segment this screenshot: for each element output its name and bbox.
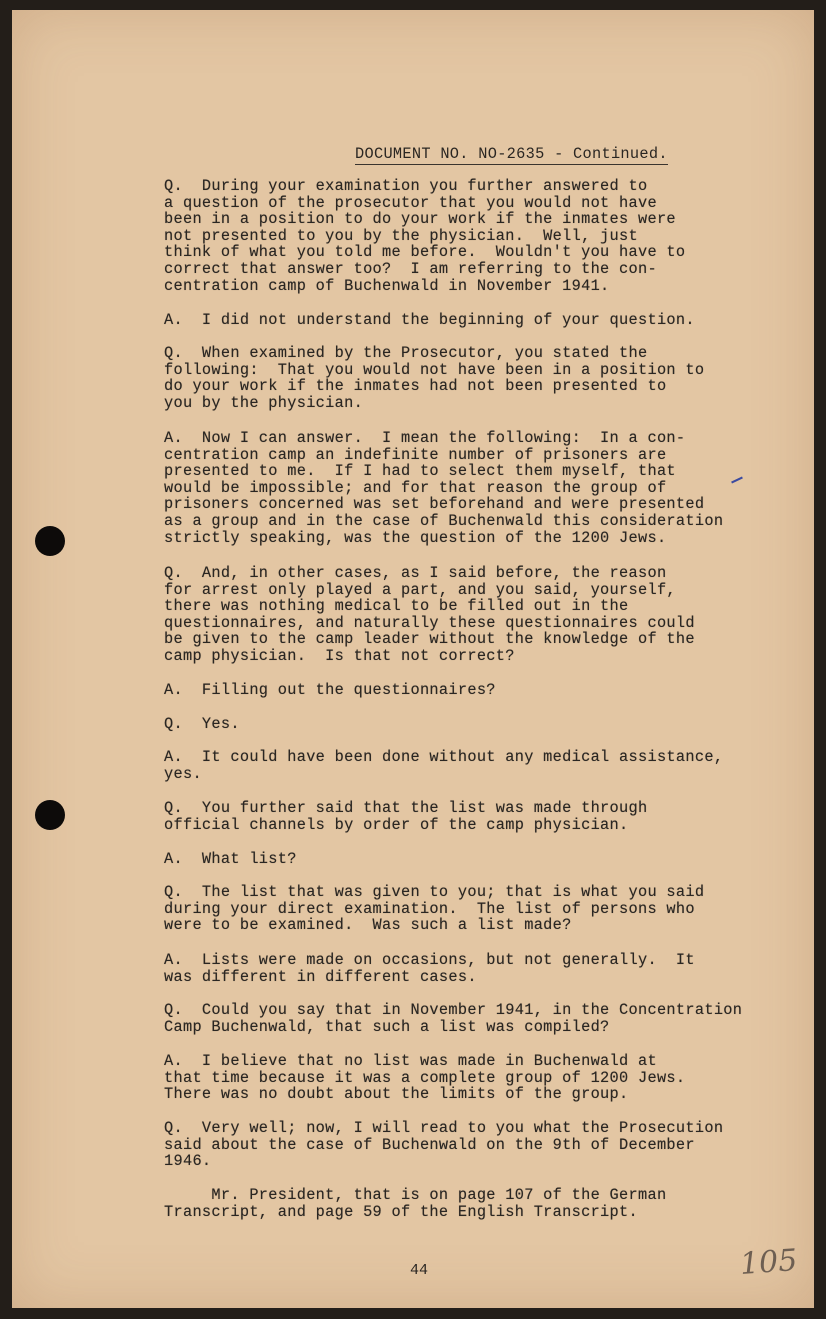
paragraph-q8: Q. Very well; now, I will read to you what the Prosecution said about the case of Buchenwald on the 9th of December 1946. (164, 1119, 724, 1171)
paragraph-q4: Q. Yes. (164, 715, 240, 733)
paragraph-a3: A. Filling out the questionnaires? (164, 681, 496, 699)
paragraph-q6: Q. The list that was given to you; that is what you said during your direct examination. The list of persons who were to be examined. Was such a list made? (164, 883, 705, 935)
paragraph-q3: Q. And, in other cases, as I said before, the reason for arrest only played a part, and you said, yourself, there was nothing medical to be filled out in the questionnaires, and naturally these questionnaires could be given to the camp leader without the knowledge of the camp physician. Is that not correct? (164, 564, 695, 665)
paragraph-a6: A. Lists were made on occasions, but not generally. It was different in different cases. (164, 951, 695, 986)
punch-hole-upper (35, 526, 65, 556)
handwritten-page-number: 105 (738, 1243, 799, 1282)
paragraph-a7: A. I believe that no list was made in Buchenwald at that time because it was a complete group of 1200 Jews. There was no doubt about the limits of the group. (164, 1052, 686, 1104)
punch-hole-lower (35, 800, 65, 830)
paragraph-q5: Q. You further said that the list was made through official channels by order of the camp physician. (164, 799, 648, 834)
paragraph-q7: Q. Could you say that in November 1941, in the Concentration Camp Buchenwald, that such a list was compiled? (164, 1001, 743, 1036)
page-number: 44 (410, 1262, 429, 1279)
document-header: DOCUMENT NO. NO-2635 - Continued. (355, 145, 668, 163)
paragraph-a5: A. What list? (164, 850, 297, 868)
paragraph-a4: A. It could have been done without any medical assistance, yes. (164, 748, 724, 783)
paragraph-a2: A. Now I can answer. I mean the following: In a con- centration camp an indefinite number of prisoners are presented to me. If I had to select them myself, that would be impossible; and for that reason the group of prisoners concerned was set beforehand and were presented as a group and in the case of Buchenwald this consideration strictly speaking, was the question of the 1200 Jews. (164, 429, 724, 547)
paragraph-statement: Mr. President, that is on page 107 of the German Transcript, and page 59 of the English Transcript. (164, 1186, 667, 1221)
paragraph-q1: Q. During your examination you further answered to a question of the prosecutor that you would not have been in a position to do your work if the inmates were not presented to you by the physician. Well, just think of what you told me before. Wouldn't you have to correct that answer too? I am referring to the con- centration camp of Buchenwald in November 1941. (164, 177, 686, 295)
paragraph-q2: Q. When examined by the Prosecutor, you stated the following: That you would not have been in a position to do your work if the inmates had not been presented to you by the physician. (164, 344, 705, 412)
paragraph-a1: A. I did not understand the beginning of your question. (164, 311, 695, 329)
